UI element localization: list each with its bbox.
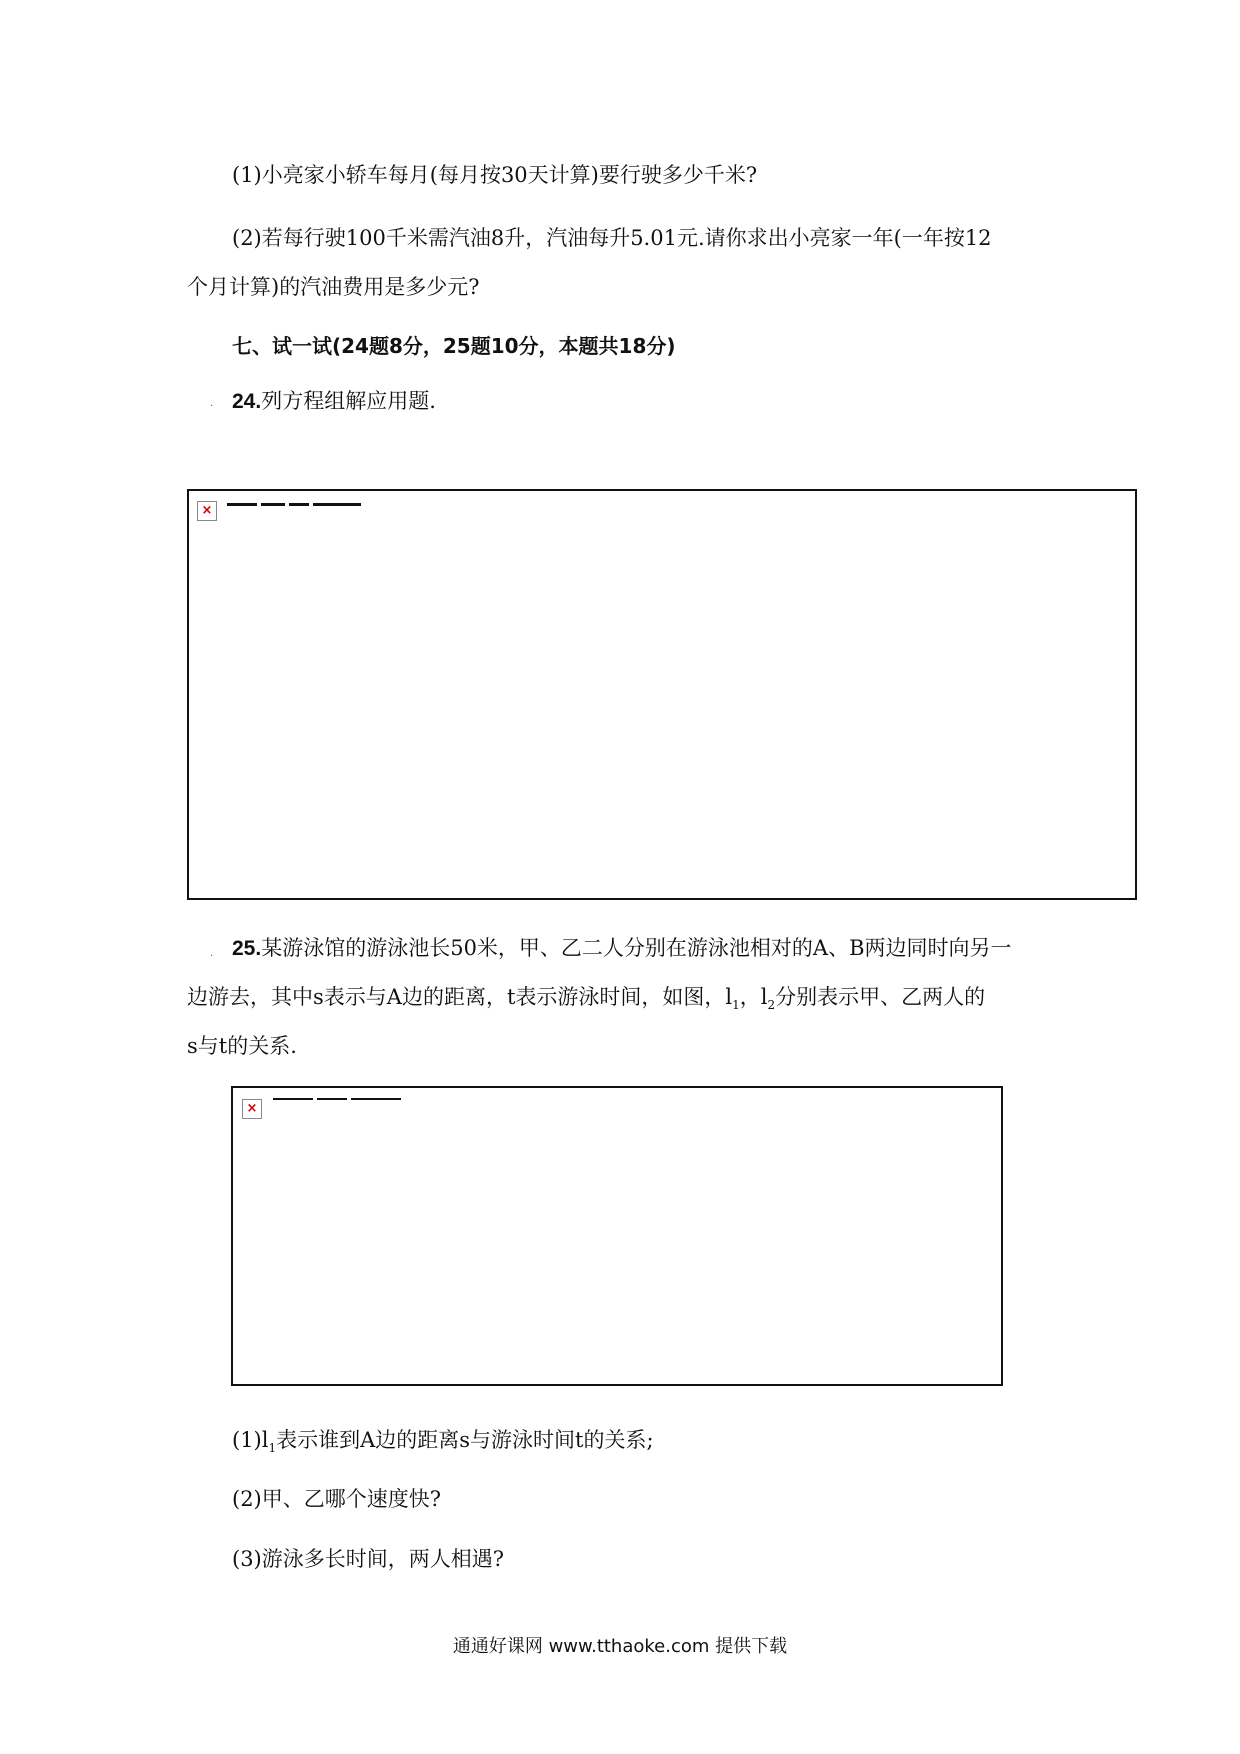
q25-line1 bbox=[232, 932, 1012, 962]
q24-text: 列方程组解应用题. bbox=[261, 389, 436, 413]
q25-number: 25. bbox=[232, 937, 262, 960]
page-footer: 通通好课网 www.tthaoke.com 提供下载 bbox=[452, 1636, 788, 1657]
alt-text-mark bbox=[313, 503, 361, 506]
q23-part2-line1: (2)若每行驶100千米需汽油8升，汽油每升5.01元.请你求出小亮家一年(一年按12 bbox=[232, 226, 992, 250]
l2-subscript: 2 bbox=[767, 998, 776, 1013]
section-heading: 七、试一试(24题8分，25题10分，本题共18分) bbox=[232, 334, 676, 358]
q25-line3: s与t的关系. bbox=[187, 1034, 297, 1058]
alt-text-mark bbox=[273, 1098, 313, 1100]
q23-part2-line2: 个月计算)的汽油费用是多少元? bbox=[187, 275, 480, 299]
q25-line2-c: 分别表示甲、乙两人的 bbox=[775, 985, 986, 1009]
q24-dot: . bbox=[210, 398, 214, 409]
q25-subq1 bbox=[232, 1424, 654, 1455]
alt-text-mark bbox=[261, 503, 285, 506]
q25-figure-frame bbox=[231, 1086, 1003, 1386]
q25-dot: . bbox=[210, 948, 214, 959]
q25-line2-b: ，l bbox=[739, 985, 768, 1009]
l1-subscript: 1 bbox=[732, 998, 740, 1013]
q23-part1: (1)小亮家小轿车每月(每月按30天计算)要行驶多少千米? bbox=[232, 163, 758, 187]
q25-subq2: (2)甲、乙哪个速度快? bbox=[232, 1487, 442, 1511]
q25-subq3: (3)游泳多长时间，两人相遇? bbox=[232, 1547, 505, 1571]
q25-line1-text: 某游泳馆的游泳池长50米，甲、乙二人分别在游泳池相对的A、B两边同时向另一 bbox=[261, 936, 1012, 960]
l1-subscript: 1 bbox=[268, 1441, 277, 1456]
broken-image-icon: × bbox=[197, 501, 217, 521]
alt-text-mark bbox=[289, 503, 309, 506]
q24-figure-frame bbox=[187, 489, 1137, 900]
alt-text-mark bbox=[351, 1098, 401, 1100]
q24-number: 24. bbox=[232, 390, 262, 413]
q25-line2 bbox=[187, 981, 985, 1012]
q24-line bbox=[232, 385, 436, 415]
q25-subq1-a: (1)l bbox=[232, 1428, 269, 1452]
q25-line2-a: 边游去，其中s表示与A边的距离，t表示游泳时间，如图，l bbox=[187, 985, 733, 1009]
q25-subq1-b: 表示谁到A边的距离s与游泳时间t的关系; bbox=[276, 1428, 654, 1452]
broken-image-icon: × bbox=[242, 1099, 262, 1119]
alt-text-mark bbox=[227, 503, 257, 506]
alt-text-mark bbox=[317, 1098, 347, 1100]
